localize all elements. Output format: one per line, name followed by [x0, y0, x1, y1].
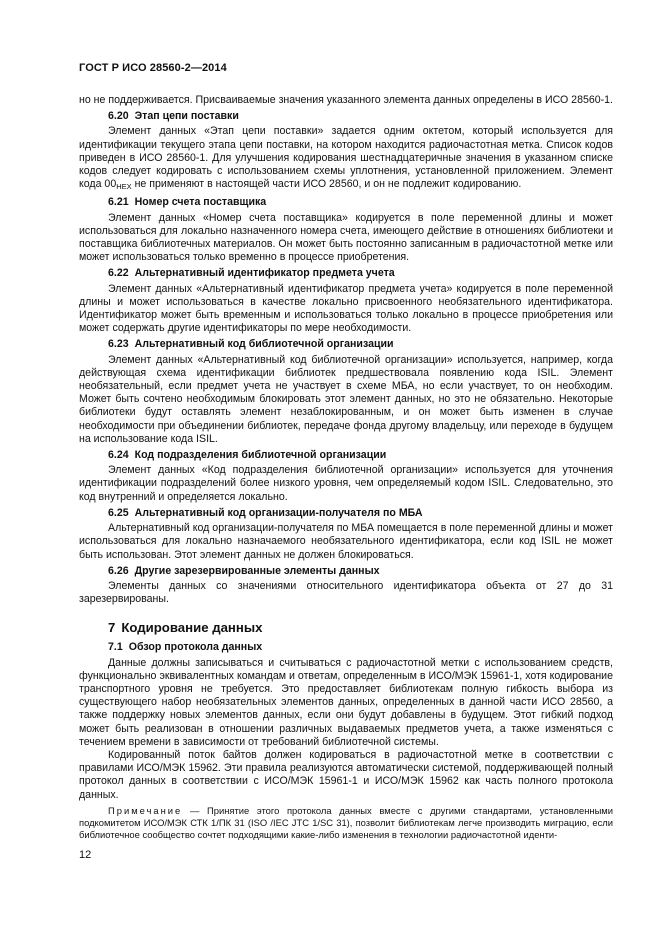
heading-number: 6.25 [108, 506, 129, 519]
section-heading-7 [108, 620, 613, 635]
page-number: 12 [79, 849, 92, 861]
note-text: — Принятие этого протокола данных вместе с другими стандартами, установленными подкомитетом ИСО/МЭК СТК 1/ПК 31 (ISO /IEC JTC 1/SC 31), позволит библиотекам легче производить миграцию, если библиотечное сообщество сочтет подходящими какие-либо изменения в технологии радиочастотной иденти- [79, 804, 613, 840]
heading-title: Обзор протокола данных [128, 641, 263, 654]
section-title: Кодирование данных [121, 620, 263, 636]
paragraph-6-21: Элемент данных «Номер счета поставщика» кодируется в поле переменной длины и может использоваться для локально назначенного номера счета, имеющего действие в отношениях библиотеки и поставщика библиотечных материалов. Он может быть постоянно записанным в радиочастотной метке или может использоваться только временно в процессе приобретения. [79, 211, 613, 264]
heading-7-1 [108, 641, 613, 654]
heading-number: 6.22 [108, 267, 129, 280]
heading-number: 6.24 [108, 449, 129, 462]
paragraph-6-24: Элемент данных «Код подразделения библиотечной организации» используется для уточнения идентификации подразделений более низкого уровня, чем определяемый кодом ISIL. Следовательно, это код внутренний и определяется локально. [79, 464, 613, 503]
heading-title: Альтернативный идентификатор предмета учета [134, 267, 395, 280]
heading-6-23 [108, 338, 613, 351]
paragraph-7-1-b: Кодированный поток байтов должен кодироваться в радиочастотной метке в соответствии с правилами ИСО/МЭК 15962. Эти правила реализуются автоматически системой, поддерживающей полный протокол данных в соответствии с ИСО/МЭК 15961-1 и ИСО/МЭК 15962 как часть полного протокола данных. [79, 748, 613, 801]
heading-title: Номер счета поставщика [134, 196, 267, 209]
heading-title: Другие зарезервированные элементы данных [134, 564, 380, 577]
heading-title: Альтернативный код библиотечной организации [134, 338, 394, 351]
paragraph-6-26: Элементы данных со значениями относительного идентификатора объекта от 27 до 31 зарезервированы. [79, 579, 613, 606]
heading-number: 6.20 [108, 110, 129, 123]
document-header: ГОСТ Р ИСО 28560-2—2014 [79, 62, 227, 74]
heading-title: Этап цепи поставки [134, 110, 239, 123]
paragraph-6-25: Альтернативный код организации-получателя по МБА помещается в поле переменной длины и может использоваться для локально назначаемого необязательного идентификатора, если код ISIL не может быть использован. Этот элемент данных не должен блокироваться. [79, 522, 613, 561]
heading-6-25 [108, 507, 613, 520]
paragraph-6-20 [79, 125, 613, 193]
heading-6-24 [108, 449, 613, 462]
heading-6-20 [108, 110, 613, 123]
heading-number: 6.26 [108, 564, 129, 577]
heading-number: 6.21 [108, 196, 129, 209]
heading-number: 7.1 [108, 641, 123, 654]
intro-paragraph: но не поддерживается. Присваиваемые значения указанного элемента данных определены в ИСО 28560-1. [79, 94, 613, 106]
heading-title: Код подразделения библиотечной организации [134, 449, 387, 462]
note-paragraph [79, 805, 613, 841]
note-label: Примечание [108, 804, 183, 816]
heading-6-21 [108, 196, 613, 209]
text-before: Элемент данных «Этап цепи поставки» задается одним октетом, который используется для идентификации текущего этапа цепи поставки, на котором находится радиочастотная метка. Список кодов приведен в ИСО 28560-1. Для улучшения кодирования шестнадцатеричные значения в указанном списке кодов следует кодировать с использованием схемы уплотнения, установленной приложением. Элемент кода 00 [79, 125, 613, 191]
section-number: 7 [108, 620, 116, 636]
heading-6-22 [108, 267, 613, 280]
text-after: не применяют в настоящей части ИСО 28560, и он не подлежит кодированию. [131, 178, 522, 191]
heading-title: Альтернативный код организации-получателя по МБА [134, 506, 423, 519]
hex-subscript: HEX [116, 182, 132, 192]
heading-6-26 [108, 565, 613, 578]
paragraph-7-1-a: Данные должны записываться и считываться с радиочастотной метки с использованием средств, функционально эквивалентных командам и ответам, определенным в ИСО/МЭК 15961-1, хотя кодирование транспортного уровня не требуется. Это предоставляет библиотекам полную гибкость выбора из существующего набор необязательных элементов данных, определенных в данной части ИСО 28560, а также поддержку новых элементов данных, если они будут добавлены в будущем. Этот гибкий подход может быть реализован в отношении различных выдаваемых предметов учета, а также изменяться с течением времени в зависимости от требований библиотечной системы. [79, 656, 613, 748]
paragraph-6-22: Элемент данных «Альтернативный идентификатор предмета учета» кодируется в поле переменной длины и может использоваться в качестве локально присвоенного необязательного идентификатора. Идентификатор может быть временным и использоваться только локально в процессе приобретения или может содержать другие идентификаторы по мере необходимости. [79, 282, 613, 335]
heading-number: 6.23 [108, 338, 129, 351]
paragraph-6-23: Элемент данных «Альтернативный код библиотечной организации» используется, например, когда действующая схема идентификации библиотек предшествовала появлению кода ISIL. Элемент необязательный, если предмет учета не участвует в схеме МБА, но если участвует, то он необходим. Может быть сочтено необходимым блокировать этот элемент данных, но это не обязательно. Некоторые библиотеки будут оставлять элемент незаблокированным, и он может быть изменен в случае необходимости при объединении библиотек, передаче фонда другому владельцу, или переходе в будущем на использование кода ISIL. [79, 353, 613, 445]
page-content [79, 62, 613, 841]
